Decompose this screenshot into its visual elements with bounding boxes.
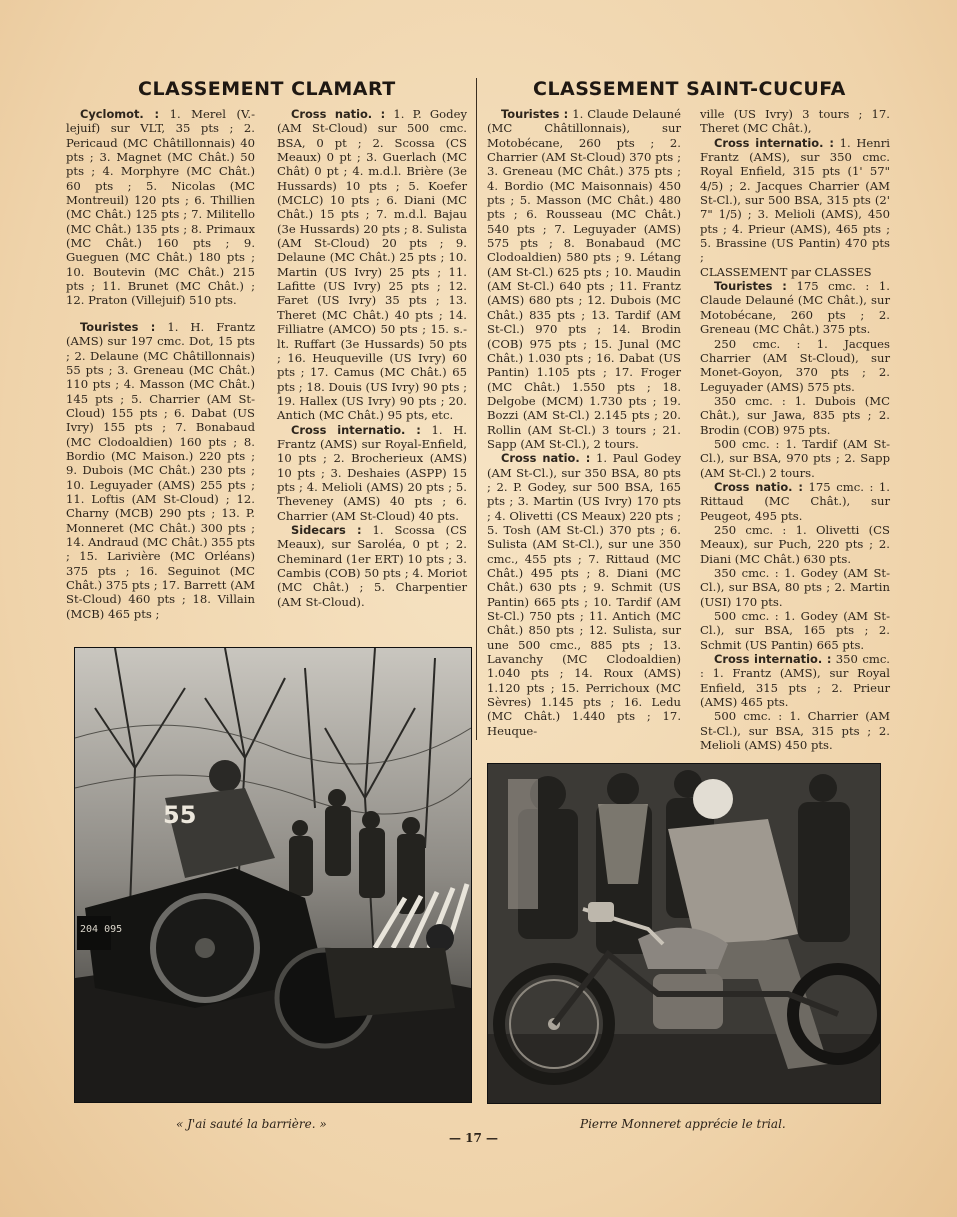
label-cyclomot: Cyclomot. : — [80, 107, 160, 121]
text-class-cross-internatio-350: 350 cmc. : 1. Frantz (AMS), sur Royal Enfield, 315 pts ; 2. Prieur (AMS) 465 pts. — [700, 652, 890, 710]
label-class-touristes: Touristes : — [714, 279, 787, 294]
motorcycle-photo-illustration — [488, 764, 880, 1103]
paragraph-touristes — [66, 320, 255, 621]
label-class-cross-internatio: Cross internatio. : — [714, 652, 832, 667]
paragraph-class-cross-natio-250: 250 cmc. : 1. Olivetti (CS Meaux), sur Puch, 220 pts ; 2. Diani (MC Chât.) 630 pts. — [700, 522, 890, 566]
text-sc-cross-internatio: 1. Henri Frantz (AMS), sur 350 cmc. Royal Enfield, 315 pts (1' 57" 4/5) ; 2. Jacques Charrier (AM St-Cl.), sur 500 BSA, 315 pts (2' 7" 1/5) ; 3. Melioli (AMS), 450 pts ; 4. Prieur (AMS), 465 pts ; 5. Brassine (US Pantin) 470 pts ; — [700, 135, 891, 265]
text-sc-cross-natio: 1. Paul Godey (AM St-Cl.), sur 350 BSA, 80 pts ; 2. P. Godey, sur 500 BSA, 165 pts ; 3. Martin (US Ivry) 170 pts ; 4. Olivetti (CS Meaux) 220 pts ; 5. Tosh (AM St-Cl.) 370 pts ; 6. Sulista (AM St-Cl.), sur une 350 cmc., 455 pts ; 7. Rittaud (MC Chât.) 495 pts ; 8. Diani (MC Chât.) 630 pts ; 9. Schmit (US Pantin) 665 pts ; 10. Tardif (AM St-Cl.) 750 pts ; 11. Antich (MC Chât.) 850 pts ; 12. Sulista, sur une 500 cmc., 885 pts ; 13. Lavanchy (MC Clodoaldien) 1.040 pts ; 14. Roux (AMS) 1.120 pts ; 15. Perrichoux (MC Sèvres) 1.145 pts ; 16. Ledu (MC Chât.) 1.440 pts ; 17. Heuque- — [487, 451, 681, 738]
paragraph-class-cross-natio-350: 350 cmc. : 1. Godey (AM St-Cl.), sur BSA, 80 pts ; 2. Martin (USI) 170 pts. — [700, 566, 890, 609]
column-divider — [476, 78, 477, 740]
text-class-touristes-175: 175 cmc. : 1. Claude Delauné (MC Chât.), sur Motobécane, 260 pts ; 2. Greneau (MC Chât.) 375 pts. — [700, 279, 890, 337]
paragraph-sc-cross-internatio — [700, 136, 890, 265]
paragraph-sc-touristes — [487, 107, 681, 451]
paragraph-cross-natio — [277, 107, 467, 423]
sidecar-photo-illustration — [75, 648, 471, 1102]
paragraph-class-cross-natio — [700, 480, 890, 523]
column-clamart-1 — [66, 107, 255, 621]
paragraph-class-cross-internatio-500: 500 cmc. : 1. Charrier (AM St-Cl.), sur BSA, 315 pts ; 2. Melioli (AMS) 450 pts. — [700, 709, 890, 753]
caption-right: Pierre Monneret apprécie le trial. — [580, 1117, 786, 1131]
label-sc-touristes: Touristes : — [501, 107, 569, 121]
heading-classement-saint-cucufa: CLASSEMENT SAINT-CUCUFA — [533, 78, 846, 100]
subheading-classement-par-classes: CLASSEMENT par CLASSES — [700, 264, 872, 279]
text-cyclomot: 1. Merel (V.-lejuif) sur VLT, 35 pts ; 2. Pericaud (MC Châtillonnais) 40 pts ; 3. Magnet (MC Chât.) 50 pts ; 4. Morphyre (MC Chât.) 60 pts ; 5. Nicolas (MC Montreuil) 120 pts ; 6. Thillien (MC Chât.) 125 pts ; 7. Militello (MC Chât.) 135 pts ; 8. Primaux (MC Chât.) 160 pts ; 9. Gueguen (MC Chât.) 180 pts ; 10. Boutevin (MC Chât.) 215 pts ; 11. Brunet (MC Chât.) ; 12. Praton (Villejuif) 510 pts. — [66, 107, 255, 308]
text-sidecars: 1. Scossa (CS Meaux), sur Saroléa, 0 pt ; 2. Cheminard (1er ERT) 10 pts ; 3. Cambis (COB) 50 pts ; 4. Moriot (MC Chât.) ; 5. Charpentier (AM St-Cloud). — [277, 522, 468, 609]
paragraph-sidecars — [277, 523, 467, 609]
text-touristes: 1. H. Frantz (AMS) sur 197 cmc. Dot, 15 pts ; 2. Delaune (MC Châtillonnais) 55 pts ; 3. Greneau (MC Chât.) 110 pts ; 4. Masson (MC Chât.) 145 pts ; 5. Charrier (AM St-Cloud) 155 pts ; 6. Dabat (US Ivry) 155 pts ; 7. Bonabaud (MC Clodoaldien) 160 pts ; 8. Bordio (MC Maison.) 220 pts ; 9. Dubois (MC Chât.) 230 pts ; 10. Leguyader (AMS) 255 pts ; 11. Loftis (AM St-Cloud) ; 12. Charny (MCB) 290 pts ; 13. P. Monneret (MC Chât.) 300 pts ; 14. Andraud (MC Chât.) 355 pts ; 15. Larivière (MC Orléans) 375 pts ; 16. Seguinot (MC Chât.) 375 pts ; 17. Barrett (AM St-Cloud) 460 pts ; 18. Villain (MCB) 465 pts ; — [66, 319, 256, 621]
text-class-cross-natio-175: 175 cmc. : 1. Rittaud (MC Chât.), sur Peugeot, 495 pts. — [700, 479, 890, 523]
label-class-cross-natio: Cross natio. : — [714, 479, 803, 494]
caption-left: « J'ai sauté la barrière. » — [176, 1117, 327, 1131]
racing-number: 55 — [163, 801, 197, 829]
label-sidecars: Sidecars : — [291, 522, 362, 537]
paragraph-class-touristes — [700, 279, 890, 336]
paragraph-class-touristes-500: 500 cmc. : 1. Tardif (AM St-Cl.), sur BSA, 970 pts ; 2. Sapp (AM St-Cl.) 2 tours. — [700, 436, 890, 480]
paragraph-cross-internatio — [277, 423, 467, 523]
photo-monneret-trial — [487, 763, 881, 1104]
text-cross-natio: 1. P. Godey (AM St-Cloud) sur 500 cmc. BSA, 0 pt ; 2. Scossa (CS Meaux) 0 pt ; 3. Guerlach (MC Chât) 0 pt ; 4. m.d.l. Brière (3e Hussards) 10 pts ; 5. Koefer (MCLC) 10 pts ; 6. Diani (MC Chât.) 15 pts ; 7. m.d.l. Bajau (3e Hussards) 20 pts ; 8. Sulista (AM St-Cloud) 20 pts ; 9. Delaune (MC Chât.) 25 pts ; 10. Martin (US Ivry) 25 pts ; 11. Lafitte (US Ivry) 25 pts ; 12. Faret (US Ivry) 35 pts ; 13. Theret (MC Chât.) 40 pts ; 14. Filliatre (AMCO) 50 pts ; 15. s.-lt. Ruffart (3e Hussards) 50 pts ; 16. Heuqueville (US Ivry) 60 pts ; 17. Camus (MC Chât.) 65 pts ; 18. Douis (US Ivry) 90 pts ; 19. Hallex (US Ivry) 90 pts ; 20. Antich (MC Chât.) 95 pts, etc. — [277, 107, 467, 423]
paragraph-class-touristes-250: 250 cmc. : 1. Jacques Charrier (AM St-Cloud), sur Monet-Goyon, 370 pts ; 2. Leguyader (AMS) 575 pts. — [700, 336, 890, 394]
paragraph-class-cross-natio-500: 500 cmc. : 1. Godey (AM St-Cl.), sur BSA, 165 pts ; 2. Schmit (US Pantin) 665 pts. — [700, 609, 890, 652]
text-sc-touristes: 1. Claude Delauné (MC Châtillonnais), sur Motobécane, 260 pts ; 2. Charrier (AM St-Cloud) 370 pts ; 3. Greneau (MC Chât.) 375 pts ; 4. Bordio (MC Maisonnais) 450 pts ; 5. Masson (MC Chât.) 480 pts ; 6. Rousseau (MC Chât.) 540 pts ; 7. Leguyader (AMS) 575 pts ; 8. Bonabaud (MC Clodoaldien) 580 pts ; 9. Létang (AM St-Cl.) 625 pts ; 10. Maudin (AM St-Cl.) 640 pts ; 11. Frantz (AMS) 680 pts ; 12. Dubois (MC Chât.) 835 pts ; 13. Tardif (AM St-Cl.) 970 pts ; 14. Brodin (COB) 975 pts ; 15. Junal (MC Chât.) 1.030 pts ; 16. Dabat (US Pantin) 1.105 pts ; 17. Froger (MC Chât.) 1.550 pts ; 18. Delgobe (MCM) 1.730 pts ; 19. Bozzi (AM St-Cl.) 2.145 pts ; 20. Rollin (AM St-Cl.) 3 tours ; 21. Sapp (AM St-Cl.), 2 tours. — [487, 107, 681, 451]
label-touristes: Touristes : — [80, 319, 156, 334]
license-plate: 204 095 — [80, 924, 123, 935]
paragraph-sc-continued: ville (US Ivry) 3 tours ; 17. Theret (MC Chât.), — [700, 107, 890, 136]
label-cross-natio: Cross natio. : — [291, 107, 386, 121]
paragraph-sc-cross-natio — [487, 451, 681, 738]
heading-classement-clamart: CLASSEMENT CLAMART — [138, 78, 396, 100]
paragraph-cyclomot — [66, 107, 255, 308]
paragraph-class-cross-internatio — [700, 652, 890, 709]
label-cross-internatio: Cross internatio. : — [291, 422, 421, 437]
label-sc-cross-natio: Cross natio. : — [501, 451, 591, 466]
column-clamart-2 — [277, 107, 467, 609]
photo-sidecar-barrier — [74, 647, 472, 1103]
paragraph-class-touristes-350: 350 cmc. : 1. Dubois (MC Chât.), sur Jawa, 835 pts ; 2. Brodin (COB) 975 pts. — [700, 393, 890, 437]
page-number: — 17 — — [449, 1131, 499, 1145]
label-sc-cross-internatio: Cross internatio. : — [714, 135, 834, 150]
column-saint-cucufa-1 — [487, 107, 681, 738]
text-cross-internatio: 1. H. Frantz (AMS) sur Royal-Enfield, 10 pts ; 2. Brocherieux (AMS) 10 pts ; 3. Deshaies (ASPP) 15 pts ; 4. Melioli (AMS) 20 pts ; 5. Theveney (AMS) 40 pts ; 6. Charrier (AM St-Cloud) 40 pts. — [277, 422, 467, 523]
column-saint-cucufa-2 — [700, 107, 890, 752]
